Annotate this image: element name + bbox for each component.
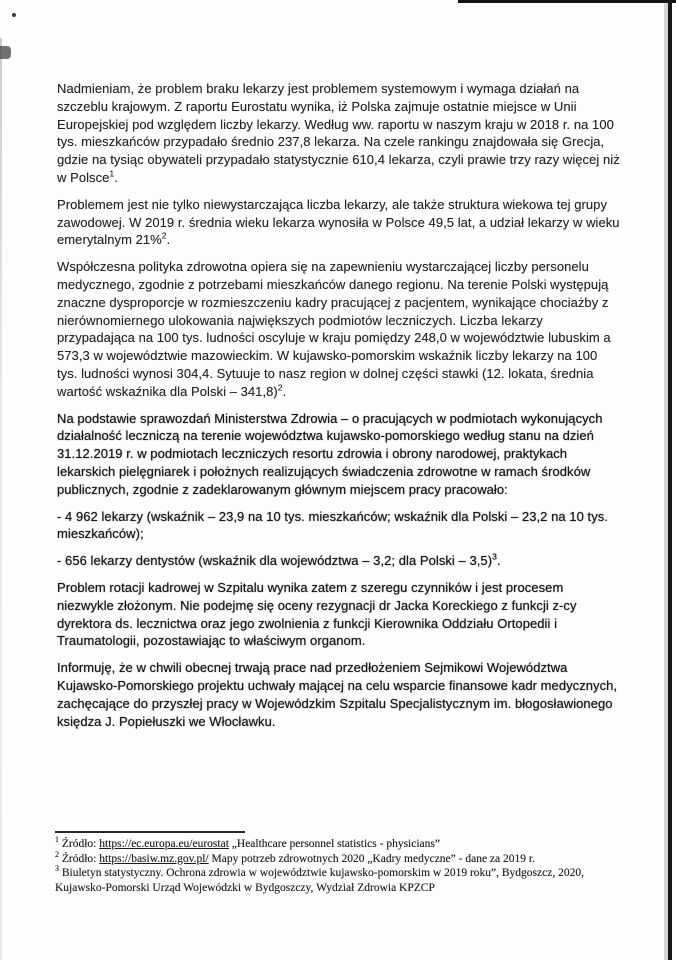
text-run: Problemem jest nie tylko niewystarczająca liczba lekarzy, ale także struktura wiekowa tej grupy zawodowej. W 2019 r. średnia wieku lekarza wynosiła w Polsce 49,5 lat, a udział lekarzy w wieku emerytalnym 21% — [57, 196, 620, 248]
footnote-separator — [55, 831, 245, 833]
text-run: Problem rotacji kadrowej w Szpitalu wynika zatem z szeregu czynników i jest procesem niezwykle złożonym. Nie podejmę się oceny rezygnacji dr Jacka Koreckiego z funkcji z-cy dyrektora ds. lecznictwa oraz jego zwolnienia z funkcji Kierownika Oddziału Ortopedii i Traumatologii, pozostawiając to właściwym organom. — [57, 579, 577, 649]
footnote-ref: 2 — [161, 231, 167, 242]
footnote-ref: 3 — [55, 864, 59, 874]
paragraph — [57, 508, 620, 544]
footnote — [55, 849, 622, 867]
text-run: Źródło: — [59, 838, 100, 850]
paragraph — [57, 258, 620, 400]
text-run: . — [282, 383, 287, 399]
text-run: „Healthcare personnel statistics - physicians” — [228, 838, 440, 850]
text-run: . — [166, 232, 171, 248]
text-run: - 656 lekarzy dentystów (wskaźnik dla województwa – 3,2; dla Polski – 3,5) — [57, 553, 493, 569]
text-run: Informuję, że w chwili obecnej trwają prace nad przedłożeniem Sejmikowi Województwa Kujawsko-Pomorskiego projektu uchwały mającej na celu wsparcie finansowe kadr medycznych, zachęcające do przyszłej pracy w Wojewódzkim Szpitalu Specjalistycznym im. błogosławionego księdza J. Popiełuszki we Włocławku. — [57, 660, 618, 729]
text-run: - 4 962 lekarzy (wskaźnik – 23,9 na 10 tys. mieszkańców; wskaźnik dla Polski – 23,2 na 10 tys. mieszkańców); — [57, 508, 608, 542]
paragraph — [57, 552, 620, 570]
paragraph — [57, 410, 620, 499]
scan-speck — [12, 13, 16, 17]
text-run: Źródło: — [59, 852, 100, 865]
footnote-url: https://basiw.mz.gov.pl/ — [99, 852, 209, 865]
footnote — [55, 837, 622, 852]
text-run: Współczesna polityka zdrowotna opiera się na zapewnieniu wystarczającej liczby personelu medycznego, zgodnie z potrzebami mieszkańców danego regionu. Na terenie Polski występują znaczne dysproporcje w rozmieszczeniu kadry pracującej z pacjentem, wynikające chociażby z nierównomiernego ulokowania największych podmiotów leczniczych. Liczba lekarzy przypadająca na 100 tys. ludności oscyluje w kraju pomiędzy 248,0 w województwie lubuskim a 573,3 w województwie mazowieckim. W kujawsko-pomorskim wskaźnik liczby lekarzy na 100 tys. ludności wynosi 304,4. Sytuuje to nasz region w dolnej części stawki (12. lokata, średnia wartość wskaźnika dla Polski – 341,8) — [57, 259, 611, 399]
text-run: . — [114, 169, 118, 185]
scan-edge-left-shade — [0, 38, 2, 960]
footnote-ref: 1 — [109, 168, 115, 179]
footnote-ref: 2 — [277, 382, 283, 393]
footnote-ref: 3 — [492, 551, 497, 562]
footnotes-list — [55, 837, 622, 895]
scan-edge-top-line — [458, 0, 676, 3]
paragraph — [57, 659, 620, 730]
footnote-url: https://ec.europa.eu/eurostat — [99, 838, 229, 850]
text-run: Mapy potrzeb zdrowotnych 2020 „Kadry medyczne” - dane za 2019 r. — [208, 852, 535, 865]
scan-smudge — [0, 46, 11, 59]
text-run: Biuletyn statystyczny. Ochrona zdrowia w województwie kujawsko-pomorskim w 2019 roku”, Bydgoszcz, 2020, Kujawsko-Pomorski Urząd Wojewódzki w Bydgoszczy, Wydział Zdrowia KPZCP — [55, 867, 584, 894]
paragraph — [57, 196, 620, 249]
paragraph — [57, 579, 620, 650]
text-run: . — [496, 553, 501, 569]
footnote-ref: 2 — [55, 849, 59, 859]
footnote-ref: 1 — [55, 835, 59, 845]
paragraph — [57, 80, 620, 187]
text-run: Nadmieniam, że problem braku lekarzy jest problemem systemowym i wymaga działań na szczeblu krajowym. Z raportu Eurostatu wynika, iż Polska zajmuje ostatnie miejsce w Unii Europejskiej pod względem liczby lekarzy. Według ww. raportu w naszym kraju w 2018 r. na 100 tys. mieszkańców przypadało średnio 237,8 lekarza. Na czele rankingu znajdowała się Grecja, gdzie na tysiąc obywateli przypadało statystycznie 610,4 lekarza, czyli prawie trzy razy więcej niż w Polsce — [57, 81, 620, 185]
scan-edge-right-line — [668, 0, 672, 960]
text-run: Na podstawie sprawozdań Ministerstwa Zdrowia – o pracujących w podmiotach wykonujących działalność leczniczą na terenie województwa kujawsko-pomorskiego według stanu na dzień 31.12.2019 r. w podmiotach leczniczych resortu zdrowia i obrony narodowej, praktykach lekarskich pielęgniarek i położnych realizujących świadczenia zdrowotne w ramach środków publicznych, zgodnie z zadeklarowanym głównym miejscem pracy pracowało: — [57, 410, 603, 497]
footnote — [55, 866, 622, 895]
document-paragraphs — [57, 80, 620, 739]
